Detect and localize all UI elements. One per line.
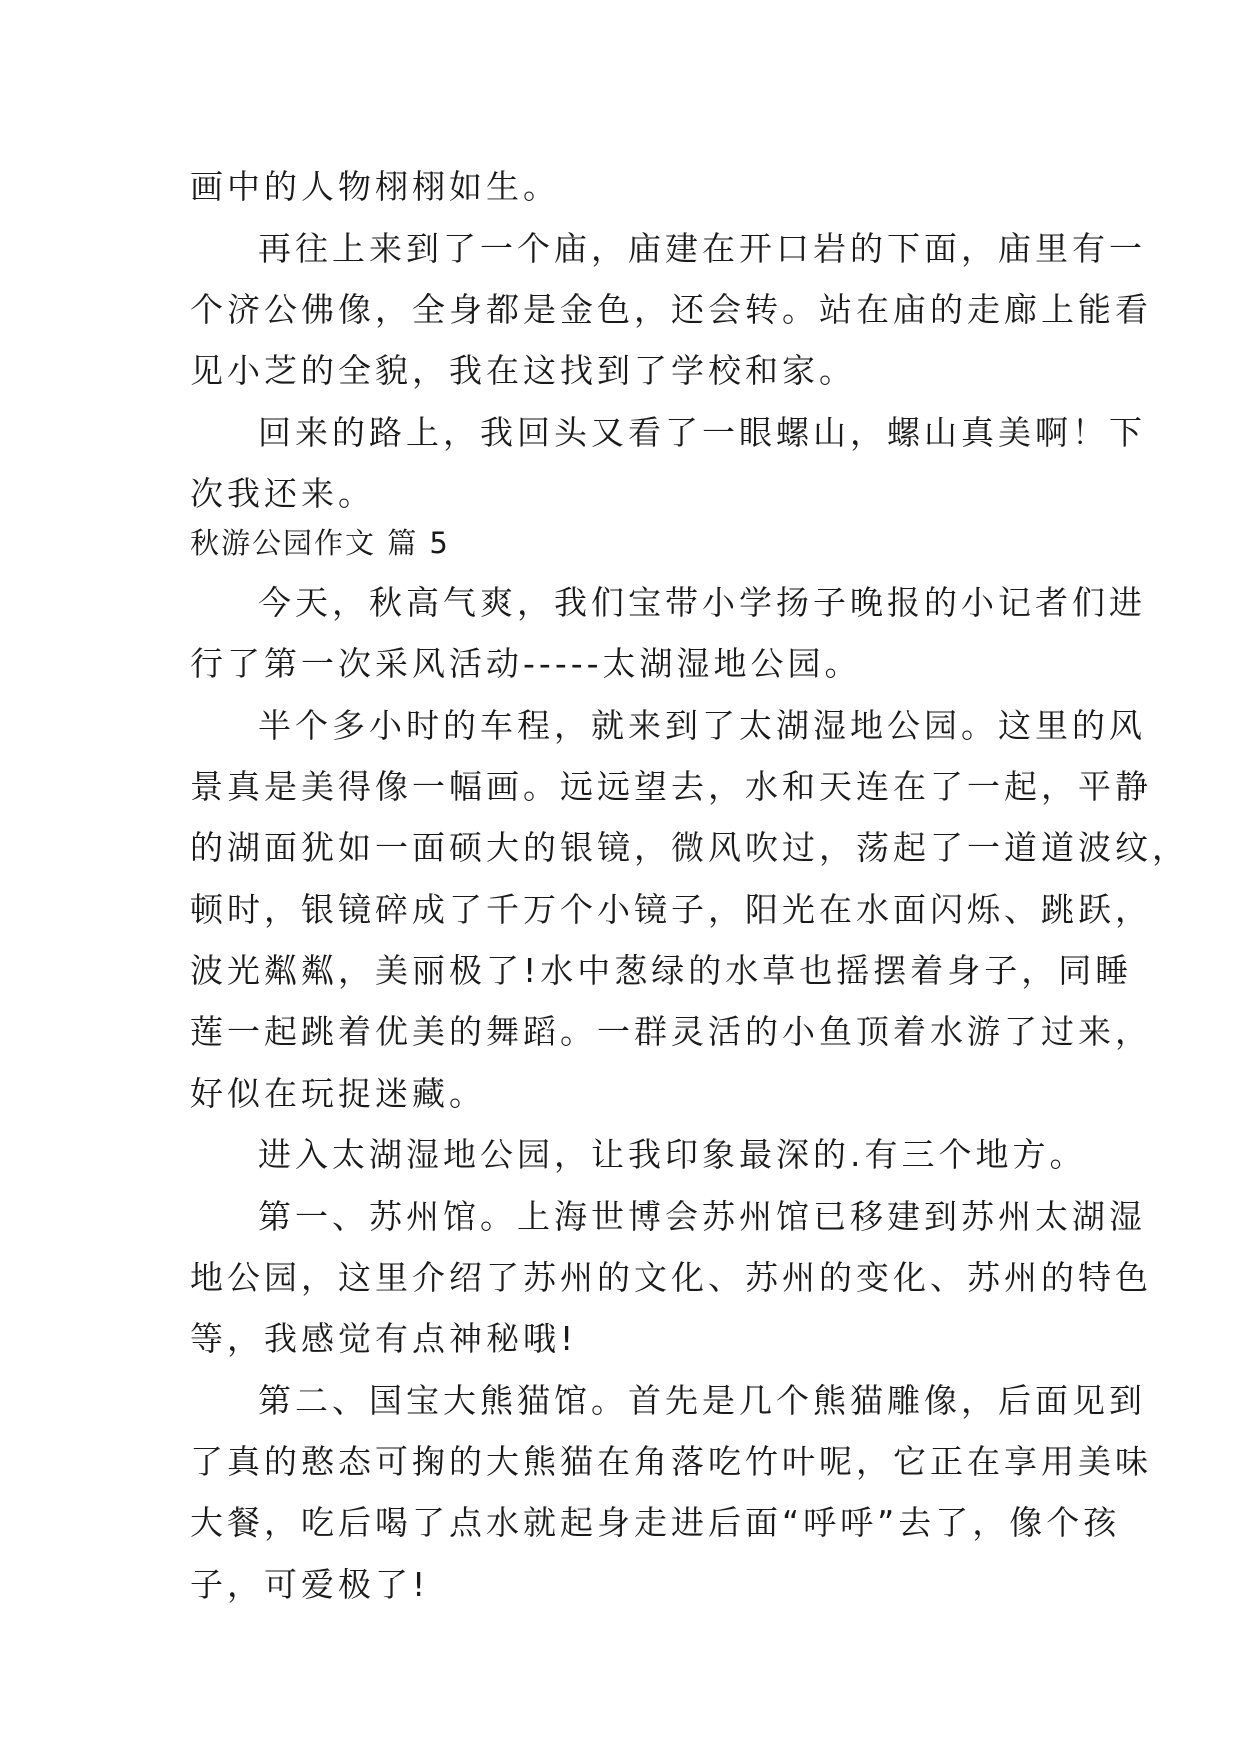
- paragraph-line: 景真是美得像一幅画。远远望去，水和天连在了一起，平静: [190, 767, 1152, 806]
- paragraph-line: 个济公佛像，全身都是金色，还会转。站在庙的走廊上能看: [190, 290, 1152, 329]
- paragraph-line: 好似在玩捉迷藏。: [190, 1074, 486, 1113]
- document-body: [190, 0, 1189, 1754]
- paragraph-line: 顿时，银镜碎成了千万个小镜子，阳光在水面闪烁、跳跃，: [190, 890, 1152, 929]
- paragraph-line: 了真的憨态可掬的大熊猫在角落吃竹叶呢，它正在享用美味: [190, 1442, 1152, 1481]
- paragraph-line: 子，可爱极了!: [190, 1565, 430, 1604]
- paragraph-line: 次我还来。: [190, 474, 375, 513]
- paragraph-line: 第一、苏州馆。上海世博会苏州馆已移建到苏州太湖湿: [258, 1197, 1146, 1236]
- section-heading: 秋游公园作文 篇 5: [190, 526, 450, 560]
- paragraph-line: 莲一起跳着优美的舞蹈。一群灵活的小鱼顶着水游了过来，: [190, 1012, 1152, 1051]
- paragraph-line: 波光粼粼，美丽极了!水中葱绿的水草也摇摆着身子，同睡: [190, 951, 1133, 990]
- paragraph-line: 第二、国宝大熊猫馆。首先是几个熊猫雕像，后面见到: [258, 1381, 1146, 1420]
- paragraph-line: 进入太湖湿地公园，让我印象最深的.有三个地方。: [258, 1135, 1087, 1174]
- paragraph-line: 行了第一次采风活动-----太湖湿地公园。: [190, 644, 862, 683]
- paragraph-line: 今天，秋高气爽，我们宝带小学扬子晚报的小记者们进: [258, 583, 1146, 622]
- paragraph-line: 回来的路上，我回头又看了一眼螺山，螺山真美啊！下: [258, 413, 1146, 452]
- paragraph-line: 画中的人物栩栩如生。: [190, 167, 560, 206]
- paragraph-line: 地公园，这里介绍了苏州的文化、苏州的变化、苏州的特色: [190, 1258, 1152, 1297]
- paragraph-line: 见小芝的全貌，我在这找到了学校和家。: [190, 351, 856, 390]
- paragraph-line: 再往上来到了一个庙，庙建在开口岩的下面，庙里有一: [258, 229, 1146, 268]
- paragraph-line: 大餐，吃后喝了点水就起身走进后面“呼呼”去了，像个孩: [190, 1503, 1121, 1542]
- paragraph-line: 的湖面犹如一面硕大的银镜，微风吹过，荡起了一道道波纹，: [190, 828, 1189, 867]
- paragraph-line: 半个多小时的车程，就来到了太湖湿地公园。这里的风: [258, 706, 1146, 745]
- paragraph-line: 等，我感觉有点神秘哦!: [190, 1319, 578, 1358]
